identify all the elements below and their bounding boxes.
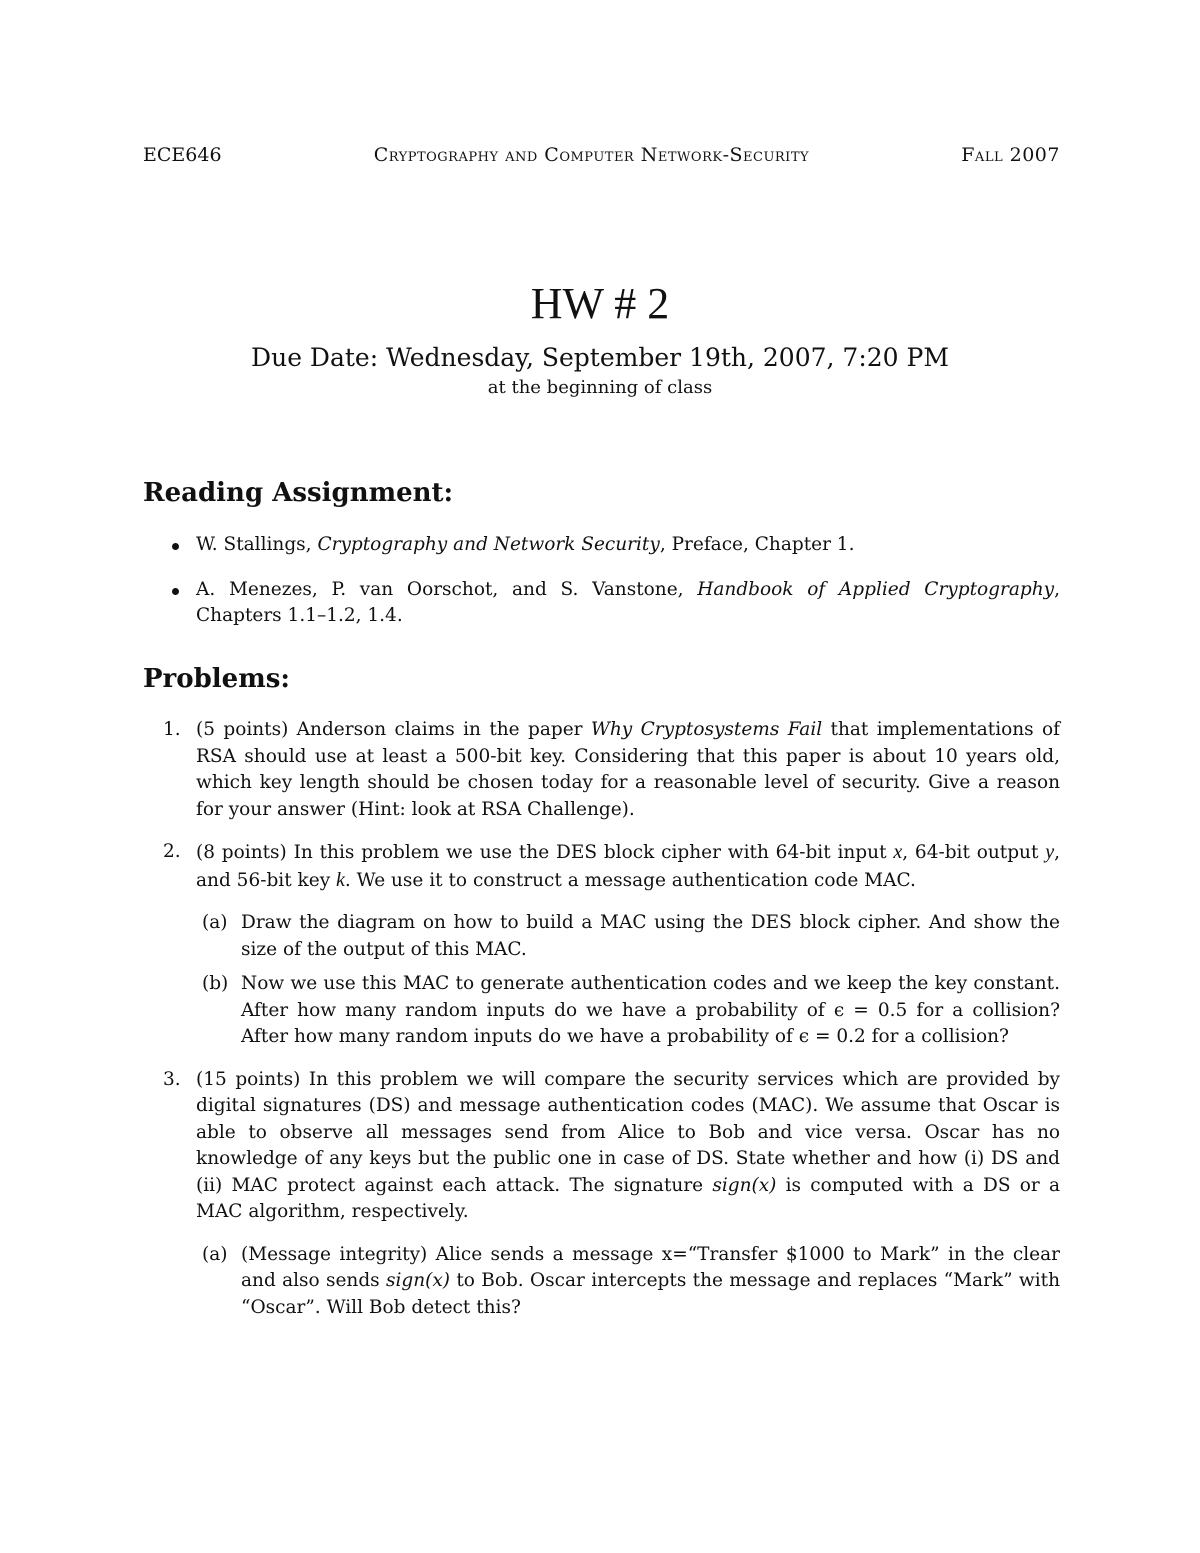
subproblem-2b: (b) Now we use this MAC to generate authentication codes and we keep the key constant. After how many random inputs do we have a probability of ϵ = 0.5 for a collision? After how many random inputs do we have a probability of ϵ = 0.2 for a collision? — [202, 973, 1061, 1047]
course-title: Cryptography and Computer Network-Security — [373, 144, 810, 166]
problem-number: 3. — [163, 1068, 181, 1090]
subproblem-label: (a) — [202, 912, 228, 933]
equation: ϵ = 0.2 — [798, 1026, 866, 1047]
course-code: ECE646 — [143, 144, 222, 166]
math-variable: k — [336, 868, 345, 891]
page-title: HW # 2 — [530, 279, 670, 328]
bullet-icon — [172, 543, 179, 550]
subproblem-label: (a) — [202, 1243, 228, 1265]
subproblem-label: (b) — [202, 973, 229, 994]
problem-3: 3. (15 points) In this problem we will compare the security services which are provided by digital signatures (DS) and message authentication codes (MAC). We assume that Oscar is able to observe all messages send from Alice to Bob and vice versa. Oscar has no knowledge of any keys but the public one in case of DS. State whether and how (i) DS and (ii) MAC protect against each attack. The signature sign(x) is computed with a DS or a MAC algorithm, respectively. (a) (Message integrity) Alice sends a message x=“Transfer $1000 to Mark” in the clear and also sends sign(x) to Bob. Oscar intercepts the message and replaces “Mark” with “Oscar”. Will Bob detect this? — [143, 1067, 1060, 1322]
equation: ϵ = 0.5 — [833, 999, 908, 1021]
reading-list — [143, 532, 1060, 648]
subproblem-3a: (a) (Message integrity) Alice sends a message x=“Transfer $1000 to Mark” in the clear and also sends sign(x) to Bob. Oscar intercepts the message and replaces “Mark” with “Oscar”. Will Bob detect this? — [202, 1243, 1060, 1318]
problems-heading: Problems: — [143, 664, 290, 694]
subproblem-list — [196, 1242, 1060, 1322]
subproblem-list — [196, 910, 1060, 1051]
problem-number: 2. — [163, 841, 181, 862]
paper-title: Why Cryptosystems Fail — [590, 719, 823, 740]
subproblem-2a: (a) Draw the diagram on how to build a MAC using the DES block cipher. And show the size of the output of this MAC. — [202, 912, 1060, 960]
problem-list — [143, 717, 1060, 1337]
problem-2: 2. (8 points) In this problem we use the DES block cipher with 64-bit input x, 64-bit output y, and 56-bit key k. We use it to construct a message authentication code MAC. (a) Draw the diagram on how to build a MAC using the DES block cipher. And show the size of the output of this MAC. (b) Now we use this MAC to generate authentication codes and we keep the key constant. After how many random inputs do we have a probability of ϵ = 0.5 for a collision? After how many random inputs do we have a probability of ϵ = 0.2 for a collision? — [143, 839, 1060, 1051]
problem-number: 1. — [163, 719, 181, 740]
due-note: at the beginning of class — [487, 377, 713, 398]
math-expression: sign(x) — [712, 1174, 777, 1196]
term: Fall 2007 — [961, 144, 1060, 166]
due-date: Due Date: Wednesday, September 19th, 2007, 7:20 PM — [251, 343, 949, 372]
reading-item: W. Stallings, Cryptography and Network Security, Preface, Chapter 1. — [143, 532, 1060, 559]
book-title: Cryptography and Network Security — [317, 534, 660, 555]
running-header — [143, 144, 1060, 166]
problem-1: 1. (5 points) Anderson claims in the paper Why Cryptosystems Fail that implementations of RSA should use at least a 500-bit key. Considering that this paper is about 10 years old, which key length should be chosen today for a reasonable level of security. Give a reason for your answer (Hint: look at RSA Challenge). — [163, 719, 1061, 820]
book-title: Handbook of Applied Cryptography — [697, 578, 1055, 600]
reading-item: A. Menezes, P. van Oorschot, and S. Vanstone, Handbook of Applied Cryptography, Chapters 1.1–1.2, 1.4. — [143, 577, 1060, 630]
math-variable: x — [893, 841, 903, 863]
math-variable: y — [1045, 841, 1055, 863]
bullet-icon — [172, 588, 179, 595]
math-expression: sign(x) — [385, 1270, 451, 1291]
reading-heading: Reading Assignment: — [143, 478, 454, 508]
